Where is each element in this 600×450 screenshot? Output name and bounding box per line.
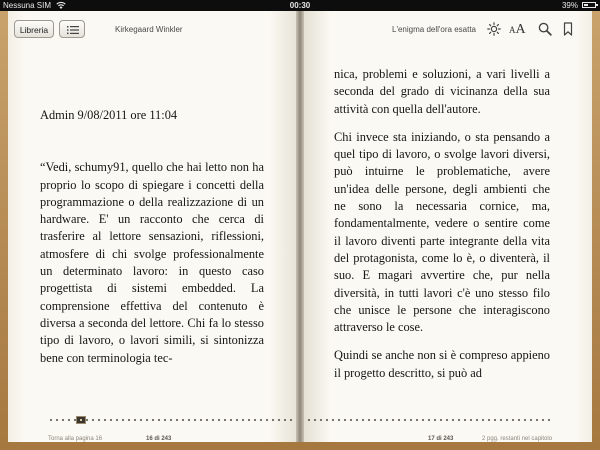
page-scrubber-right[interactable] (306, 418, 552, 422)
list-icon (67, 25, 79, 35)
carrier-label: Nessuna SIM (3, 1, 52, 10)
back-to-page-link[interactable]: Torna alla pagina 16 (48, 436, 103, 442)
battery-icon (582, 2, 596, 8)
right-page-text (334, 66, 550, 393)
paragraph: Chi invece sta iniziando, o sta pensando a quel tipo di lavoro, o svolge lavori diversi, può intuirne le problematiche, avere un'idea delle persone, degli ambienti che ne sono la necessaria cornice, ma, fondamentalmente, vedere o sentire come il lavoro diventi parte integrante della vita del protagonista, come lo è, o diventerà, il suo. E magari avvertire che, pur nella diversità, in tutti lavori c'è uno stesso filo che unisce le persone che interagiscono attraverso le cose. (334, 129, 550, 335)
battery-percentage: 39% (561, 1, 578, 10)
book-title: L'enigma dell'ora esatta (392, 25, 476, 34)
left-page-text (40, 107, 264, 378)
clock: 00:30 (289, 1, 311, 10)
bookmark-icon[interactable] (561, 22, 575, 36)
library-button[interactable]: Libreria (14, 20, 54, 38)
paragraph: Quindi se anche non si è compreso appieno il progetto descritto, si può ad (334, 348, 550, 380)
font-size-icon[interactable] (509, 22, 529, 36)
pages-remaining-label: 2 pgg. restanti nel capitolo (482, 436, 553, 442)
right-page-number: 17 di 243 (428, 436, 454, 442)
font-small-glyph: A (509, 25, 516, 35)
book-spine (296, 11, 304, 442)
font-large-glyph: A (515, 22, 526, 37)
book-author: Kirkegaard Winkler (115, 25, 183, 34)
paragraph: nica, problemi e soluzioni, a vari livelli a seconda del grado di vicinanza della sua attività con quella dell'autore. (334, 67, 550, 116)
left-page-number: 16 di 243 (146, 436, 172, 442)
brightness-icon[interactable] (487, 22, 501, 36)
book-frame (0, 11, 600, 450)
status-bar (0, 0, 600, 11)
paragraph: “Vedi, schumy91, quello che hai letto non ha proprio lo scopo di spiegare i concetti della programmazione o della realizzazione di un hardware. E' un racconto che cerca di trasferire al lettore sensazioni, riflessioni, atmosfere di chi svolge professionalmente un determinato lavoro: in questo caso progettista di sistemi embedded. La comprensione effettiva del contenuto è diversa a seconda del lettore. Chi fa lo stesso tipo di lavoro, o lavori simili, si sintonizza bene con terminologia tec- (40, 160, 264, 365)
post-dateline: Admin 9/08/2011 ore 11:04 (40, 108, 178, 122)
search-icon[interactable] (538, 22, 552, 36)
table-of-contents-button[interactable] (59, 20, 85, 38)
page-scrubber-handle[interactable] (76, 416, 86, 424)
